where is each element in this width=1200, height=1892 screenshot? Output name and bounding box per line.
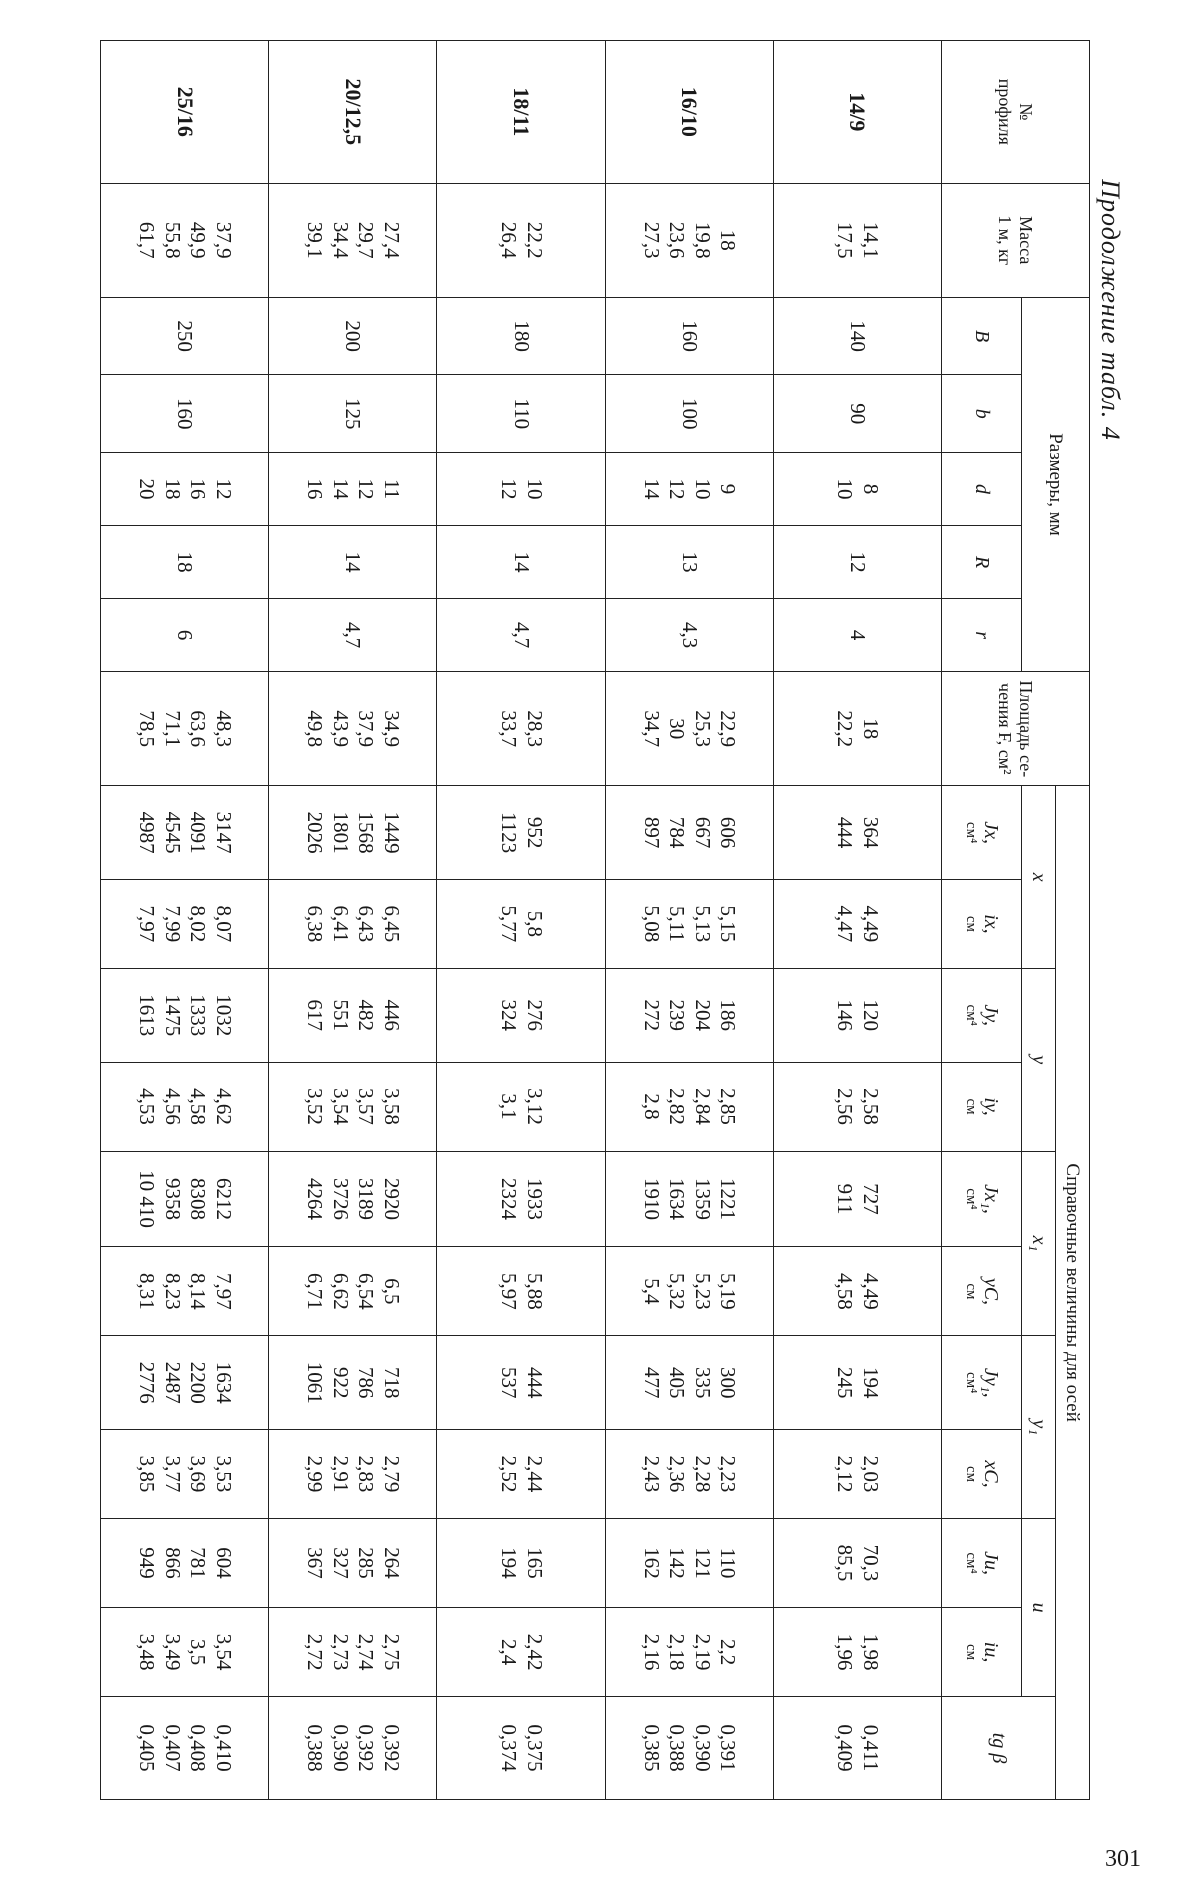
cell-yC: 5,88 5,97 [437, 1247, 605, 1336]
cell-b: 110 [437, 375, 605, 453]
header-Jx: Jx, см⁴ [942, 786, 1022, 880]
cell-d: 8 10 [773, 453, 941, 526]
cell-Jy: 446 482 551 617 [269, 968, 437, 1062]
cell-R: 14 [269, 526, 437, 599]
cell-profile: 16/10 [605, 41, 773, 184]
cell-Jx1: 1221 1359 1634 1910 [605, 1151, 773, 1247]
cell-r: 4,3 [605, 599, 773, 672]
header-Jx1: Jx₁, см⁴ [942, 1151, 1022, 1247]
cell-F: 48,3 63,6 71,1 78,5 [101, 672, 269, 786]
cell-iu: 2,2 2,19 2,18 2,16 [605, 1608, 773, 1697]
header-yC: yC, см [942, 1247, 1022, 1336]
cell-ix: 8,07 8,02 7,99 7,97 [101, 879, 269, 968]
table-row [773, 41, 941, 1800]
cell-iy: 2,58 2,56 [773, 1062, 941, 1151]
table-row [269, 41, 437, 1800]
header-axis-y1: y₁ [1022, 1336, 1056, 1519]
cell-Jx: 606 667 784 897 [605, 786, 773, 880]
cell-xC: 2,03 2,12 [773, 1430, 941, 1519]
header-reference-values: Справочные величины для осей [1056, 786, 1090, 1800]
cell-r: 6 [101, 599, 269, 672]
cell-B: 250 [101, 297, 269, 375]
cell-Ju: 70,3 85,5 [773, 1519, 941, 1608]
cell-ix: 4,49 4,47 [773, 879, 941, 968]
cell-iy: 2,85 2,84 2,82 2,8 [605, 1062, 773, 1151]
header-mass: Масса 1 м, кг [942, 183, 1090, 297]
cell-mass: 37,9 49,9 55,8 61,7 [101, 183, 269, 297]
cell-Jx: 364 444 [773, 786, 941, 880]
cell-xC: 3,53 3,69 3,77 3,85 [101, 1430, 269, 1519]
cell-F: 34,9 37,9 43,9 49,8 [269, 672, 437, 786]
header-xC: xC, см [942, 1430, 1022, 1519]
page-number: 301 [1105, 1846, 1141, 1872]
cell-mass: 18 19,8 23,6 27,3 [605, 183, 773, 297]
cell-iu: 3,54 3,5 3,49 3,48 [101, 1608, 269, 1697]
cell-Jx1: 727 911 [773, 1151, 941, 1247]
header-iu: iu, см [942, 1608, 1022, 1697]
table-caption: Продолжение табл. 4 [1096, 179, 1125, 441]
header-axis-y: y [1022, 968, 1056, 1151]
cell-xC: 2,79 2,83 2,91 2,99 [269, 1430, 437, 1519]
cell-r: 4,7 [437, 599, 605, 672]
cell-Jy: 276 324 [437, 968, 605, 1062]
cell-Jx: 1449 1568 1801 2026 [269, 786, 437, 880]
cell-profile: 18/11 [437, 41, 605, 184]
header-Ju: Ju, см⁴ [942, 1519, 1022, 1608]
cell-tg: 0,392 0,392 0,390 0,388 [269, 1697, 437, 1800]
cell-Jy: 186 204 239 272 [605, 968, 773, 1062]
cell-Ju: 264 285 327 367 [269, 1519, 437, 1608]
header-ix: ix, см [942, 879, 1022, 968]
cell-B: 200 [269, 297, 437, 375]
cell-profile: 25/16 [101, 41, 269, 184]
cell-iu: 1,98 1,96 [773, 1608, 941, 1697]
table-row [437, 41, 605, 1800]
cell-ix: 5,8 5,77 [437, 879, 605, 968]
cell-tg: 0,410 0,408 0,407 0,405 [101, 1697, 269, 1800]
header-dimensions: Размеры, мм [1022, 297, 1090, 671]
cell-tg: 0,391 0,390 0,388 0,385 [605, 1697, 773, 1800]
cell-R: 13 [605, 526, 773, 599]
cell-d: 12 16 18 20 [101, 453, 269, 526]
cell-profile: 20/12,5 [269, 41, 437, 184]
header-axis-x: x [1022, 786, 1056, 969]
cell-Jx: 3147 4091 4545 4987 [101, 786, 269, 880]
cell-mass: 27,4 29,7 34,4 39,1 [269, 183, 437, 297]
cell-Jx1: 1933 2324 [437, 1151, 605, 1247]
cell-F: 28,3 33,7 [437, 672, 605, 786]
header-iy: iy, см [942, 1062, 1022, 1151]
header-profile-no: № профиля [942, 41, 1090, 184]
rotated-table-wrapper [100, 40, 1090, 1800]
cell-ix: 6,45 6,43 6,41 6,38 [269, 879, 437, 968]
cell-Jy1: 300 335 405 477 [605, 1336, 773, 1430]
cell-yC: 5,19 5,23 5,32 5,4 [605, 1247, 773, 1336]
header-dim-b: b [942, 375, 1022, 453]
cell-mass: 14,1 17,5 [773, 183, 941, 297]
cell-yC: 4,49 4,58 [773, 1247, 941, 1336]
cell-b: 90 [773, 375, 941, 453]
cell-xC: 2,44 2,52 [437, 1430, 605, 1519]
cell-R: 18 [101, 526, 269, 599]
cell-r: 4,7 [269, 599, 437, 672]
cell-B: 180 [437, 297, 605, 375]
cell-Jy: 1032 1333 1475 1613 [101, 968, 269, 1062]
cell-yC: 7,97 8,14 8,23 8,31 [101, 1247, 269, 1336]
cell-d: 10 12 [437, 453, 605, 526]
cell-r: 4 [773, 599, 941, 672]
cell-xC: 2,23 2,28 2,36 2,43 [605, 1430, 773, 1519]
cell-Jx1: 6212 8308 9358 10 410 [101, 1151, 269, 1247]
angle-profile-table [100, 40, 1090, 1800]
cell-tg: 0,375 0,374 [437, 1697, 605, 1800]
cell-Ju: 165 194 [437, 1519, 605, 1608]
header-dim-R: R [942, 526, 1022, 599]
header-tg-beta: tg β [942, 1697, 1056, 1800]
cell-B: 140 [773, 297, 941, 375]
cell-R: 12 [773, 526, 941, 599]
cell-b: 160 [101, 375, 269, 453]
cell-tg: 0,411 0,409 [773, 1697, 941, 1800]
cell-mass: 22,2 26,4 [437, 183, 605, 297]
cell-iu: 2,42 2,4 [437, 1608, 605, 1697]
cell-Jy1: 444 537 [437, 1336, 605, 1430]
cell-F: 18 22,2 [773, 672, 941, 786]
header-dim-B: B [942, 297, 1022, 375]
cell-Jy1: 194 245 [773, 1336, 941, 1430]
cell-iy: 3,58 3,57 3,54 3,52 [269, 1062, 437, 1151]
cell-Jy: 120 146 [773, 968, 941, 1062]
header-dim-r: r [942, 599, 1022, 672]
header-Jy1: Jy₁, см⁴ [942, 1336, 1022, 1430]
cell-iy: 4,62 4,58 4,56 4,53 [101, 1062, 269, 1151]
cell-B: 160 [605, 297, 773, 375]
cell-d: 9 10 12 14 [605, 453, 773, 526]
cell-Jy1: 718 786 922 1061 [269, 1336, 437, 1430]
cell-yC: 6,5 6,54 6,62 6,71 [269, 1247, 437, 1336]
cell-Jx1: 2920 3189 3726 4264 [269, 1151, 437, 1247]
cell-ix: 5,15 5,13 5,11 5,08 [605, 879, 773, 968]
cell-b: 125 [269, 375, 437, 453]
cell-profile: 14/9 [773, 41, 941, 184]
cell-Jx: 952 1123 [437, 786, 605, 880]
cell-iy: 3,12 3,1 [437, 1062, 605, 1151]
cell-Ju: 110 121 142 162 [605, 1519, 773, 1608]
table-area [100, 40, 1090, 1800]
header-axis-u: u [1022, 1519, 1056, 1697]
cell-b: 100 [605, 375, 773, 453]
cell-d: 11 12 14 16 [269, 453, 437, 526]
cell-R: 14 [437, 526, 605, 599]
header-dim-d: d [942, 453, 1022, 526]
cell-iu: 2,75 2,74 2,73 2,72 [269, 1608, 437, 1697]
cell-Ju: 604 781 866 949 [101, 1519, 269, 1608]
header-Jy: Jy, см⁴ [942, 968, 1022, 1062]
cell-F: 22,9 25,3 30 34,7 [605, 672, 773, 786]
table-row [605, 41, 773, 1800]
table-row [101, 41, 269, 1800]
header-axis-x1: x₁ [1022, 1151, 1056, 1336]
cell-Jy1: 1634 2200 2487 2776 [101, 1336, 269, 1430]
header-area: Площадь се- чения F, см² [942, 672, 1090, 786]
